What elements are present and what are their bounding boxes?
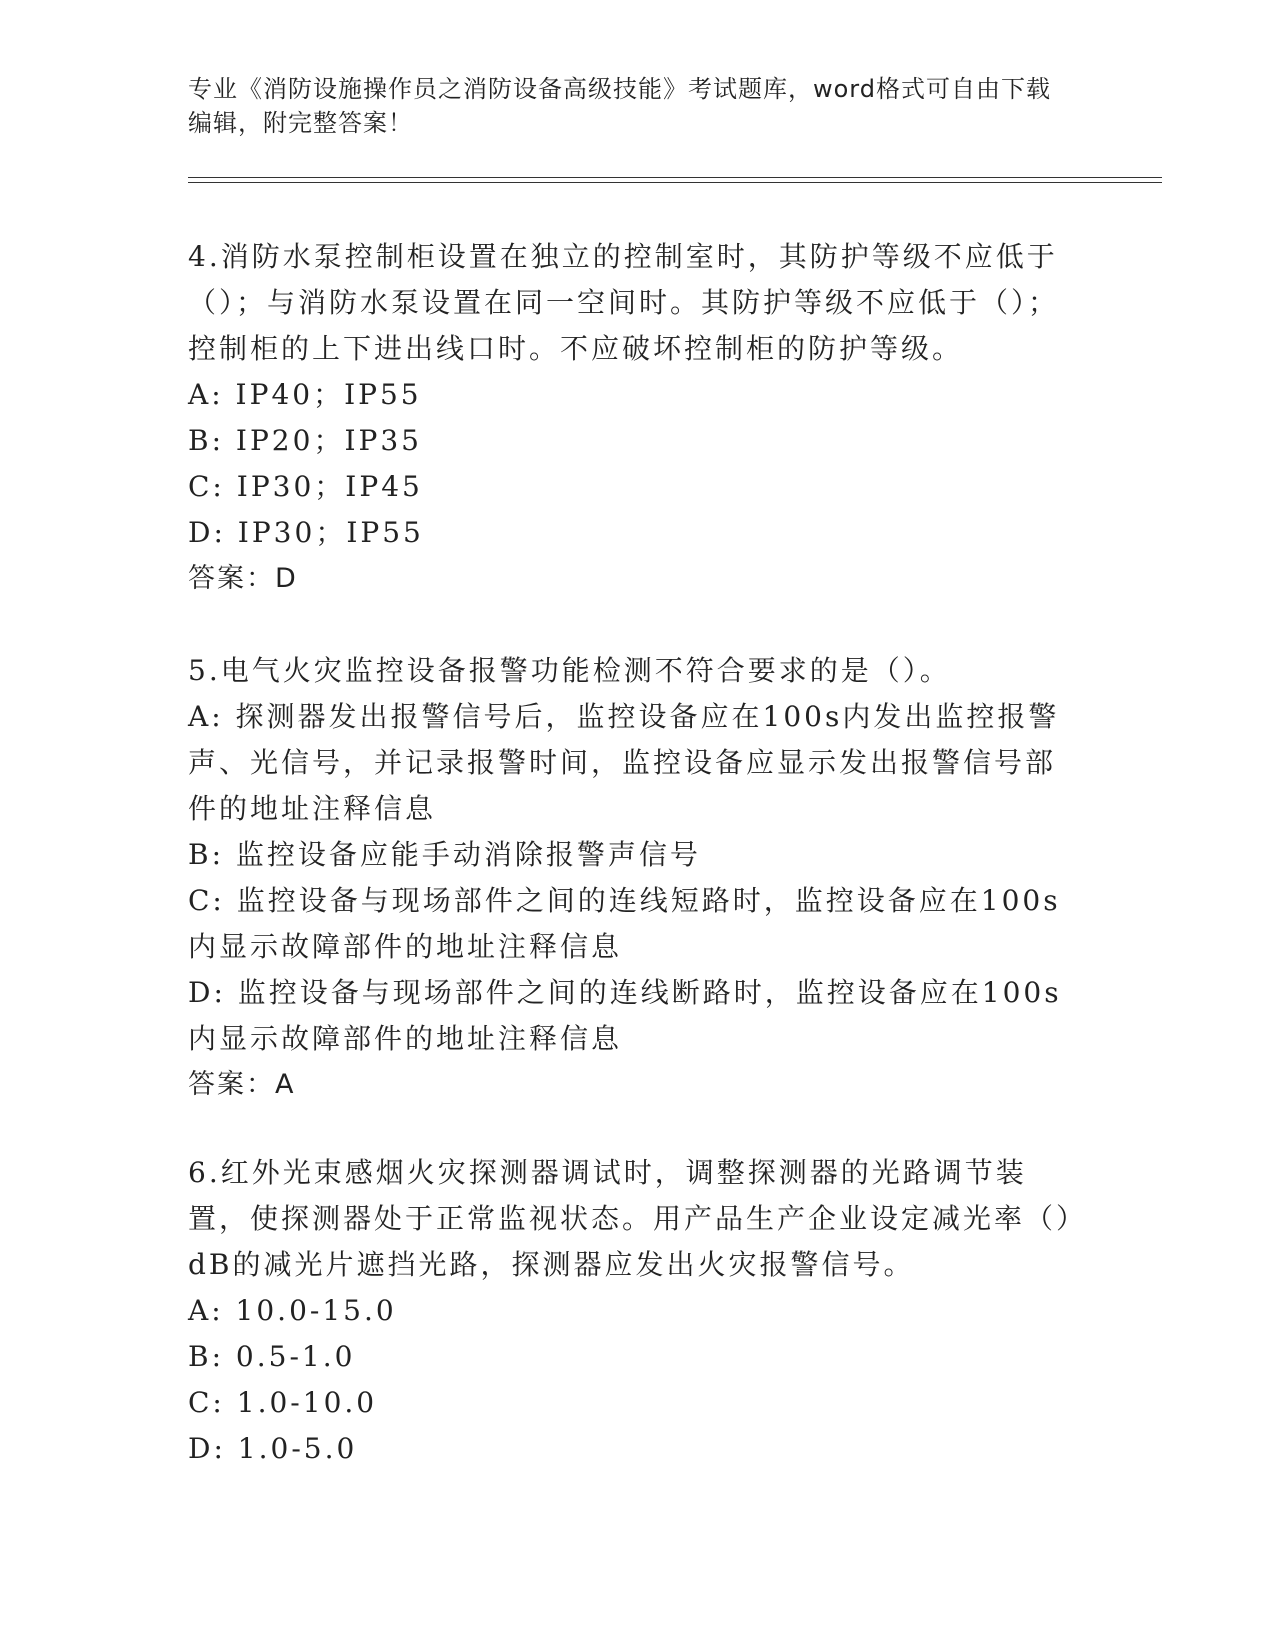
option-a: A: 10.0-15.0 (188, 1294, 397, 1327)
option-c: C: 监控设备与现场部件之间的连线短路时，监控设备应在100s内显示故障部件的地址注释信息 (188, 884, 1061, 963)
answer: 答案：A (188, 1069, 296, 1100)
option-d: D: IP30；IP55 (188, 516, 424, 549)
option-b: B: 监控设备应能手动消除报警声信号 (188, 838, 701, 871)
question-stem: 6.红外光束感烟火灾探测器调试时，调整探测器的光路调节装置，使探测器处于正常监视状态。用产品生产企业设定减光率（）dB的减光片遮挡光路，探测器应发出火灾报警信号。 (188, 1156, 1074, 1281)
option-d: D: 监控设备与现场部件之间的连线断路时，监控设备应在100s内显示故障部件的地址注释信息 (188, 976, 1062, 1055)
option-b: B: 0.5-1.0 (188, 1340, 356, 1373)
question-6 (188, 1150, 1078, 1472)
option-c: C: 1.0-10.0 (188, 1386, 378, 1419)
header-divider-top (188, 177, 1162, 178)
question-stem: 4.消防水泵控制柜设置在独立的控制室时，其防护等级不应低于（）；与消防水泵设置在同一空间时。其防护等级不应低于（）；控制柜的上下进出线口时。不应破坏控制柜的防护等级。 (188, 240, 1060, 365)
question-5 (188, 648, 1078, 1108)
option-c: C: IP30；IP45 (188, 470, 423, 503)
question-stem: 5.电气火灾监控设备报警功能检测不符合要求的是（）。 (188, 654, 951, 687)
option-d: D: 1.0-5.0 (188, 1432, 358, 1465)
answer: 答案：D (188, 563, 298, 594)
option-a: A: 探测器发出报警信号后，监控设备应在100s内发出监控报警声、光信号，并记录报警时间，监控设备应显示发出报警信号部件的地址注释信息 (188, 700, 1060, 825)
option-a: A: IP40；IP55 (188, 378, 422, 411)
header-divider-bottom (188, 182, 1162, 183)
option-b: B: IP20；IP35 (188, 424, 422, 457)
page-header: 专业《消防设施操作员之消防设备高级技能》考试题库，word格式可自由下载编辑，附完整答案！ (188, 75, 1051, 137)
question-4 (188, 234, 1078, 602)
